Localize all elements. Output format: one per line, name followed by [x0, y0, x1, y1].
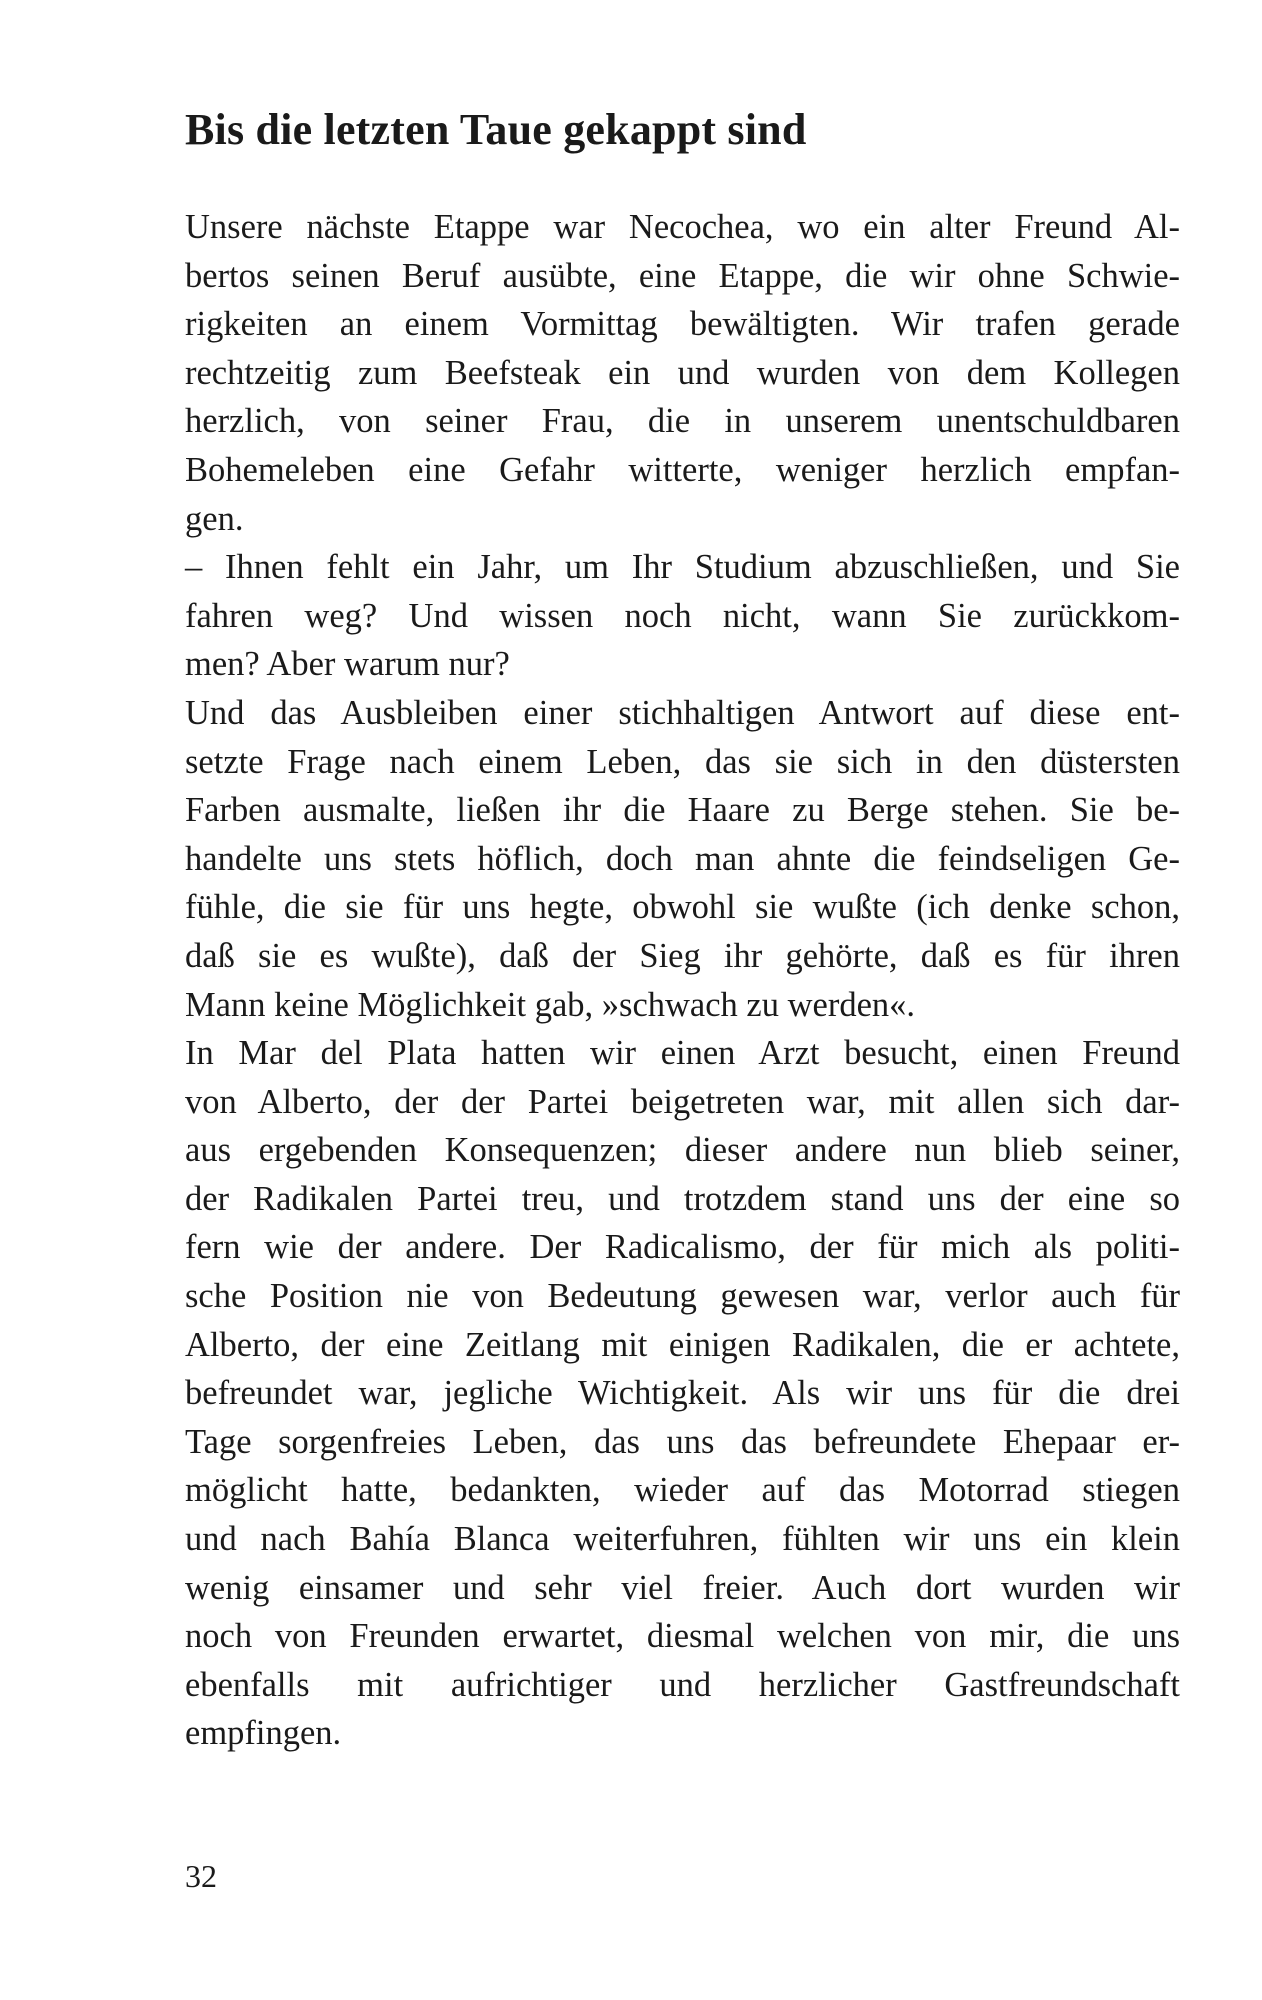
text-line: In Mar del Plata hatten wir einen Arzt besucht, einen Freund — [185, 1034, 1180, 1073]
text-line: setzte Frage nach einem Leben, das sie sich in den düstersten — [185, 742, 1180, 781]
text-line: Alberto, der eine Zeitlang mit einigen Radikalen, die er achtete, — [185, 1325, 1180, 1364]
text-line: Unsere nächste Etappe war Necochea, wo ein alter Freund Al- — [185, 208, 1180, 246]
text-line: Bohemeleben eine Gefahr witterte, weniger herzlich empfan- — [185, 450, 1180, 489]
text-line: handelte uns stets höflich, doch man ahnte die feindseligen Ge- — [185, 839, 1180, 878]
text-line: rechtzeitig zum Beefsteak ein und wurden von dem Kollegen — [185, 353, 1180, 392]
text-line: Farben ausmalte, ließen ihr die Haare zu Berge stehen. Sie be- — [185, 791, 1180, 830]
text-line: sche Position nie von Bedeutung gewesen war, verlor auch für — [185, 1277, 1180, 1316]
text-line: von Alberto, der der Partei beigetreten war, mit allen sich dar- — [185, 1082, 1180, 1121]
text-line: daß sie es wußte), daß der Sieg ihr gehörte, daß es für ihren — [185, 936, 1180, 975]
text-line: bertos seinen Beruf ausübte, eine Etappe, die wir ohne Schwie- — [185, 256, 1180, 295]
text-line: und nach Bahía Blanca weiterfuhren, fühlten wir uns ein klein — [185, 1520, 1180, 1559]
text-line: fühle, die sie für uns hegte, obwohl sie wußte (ich denke schon, — [185, 888, 1180, 927]
text-line: Tage sorgenfreies Leben, das uns das befreundete Ehepaar er- — [185, 1422, 1180, 1461]
text-line: gen. — [185, 499, 244, 538]
text-line: Mann keine Möglichkeit gab, »schwach zu werden«. — [185, 985, 916, 1024]
text-line: Und das Ausbleiben einer stichhaltigen Antwort auf diese ent- — [185, 693, 1180, 732]
text-line: noch von Freunden erwartet, diesmal welchen von mir, die uns — [185, 1617, 1180, 1656]
page-number: 32 — [185, 1858, 217, 1894]
text-line: fern wie der andere. Der Radicalismo, der für mich als politi- — [185, 1228, 1180, 1267]
text-line: – Ihnen fehlt ein Jahr, um Ihr Studium abzuschließen, und Sie — [185, 548, 1180, 587]
chapter-title: Bis die letzten Taue gekappt sind — [185, 105, 807, 154]
text-line: aus ergebenden Konsequenzen; dieser andere nun blieb seiner, — [185, 1131, 1180, 1170]
text-line: möglicht hatte, bedankten, wieder auf das Motorrad stiegen — [185, 1471, 1180, 1510]
text-line: befreundet war, jegliche Wichtigkeit. Als wir uns für die drei — [185, 1374, 1180, 1413]
text-line: wenig einsamer und sehr viel freier. Auch dort wurden wir — [185, 1568, 1180, 1607]
body-text — [185, 203, 1180, 1758]
text-line: men? Aber warum nur? — [185, 645, 510, 684]
text-line: fahren weg? Und wissen noch nicht, wann Sie zurückkom- — [185, 596, 1180, 635]
text-line: ebenfalls mit aufrichtiger und herzlicher Gastfreundschaft — [185, 1665, 1180, 1704]
text-line: der Radikalen Partei treu, und trotzdem stand uns der eine so — [185, 1179, 1180, 1218]
text-line: empfingen. — [185, 1714, 342, 1753]
text-line: herzlich, von seiner Frau, die in unserem unentschuldbaren — [185, 402, 1180, 441]
text-line: rigkeiten an einem Vormittag bewältigten. Wir trafen gerade — [185, 305, 1180, 344]
